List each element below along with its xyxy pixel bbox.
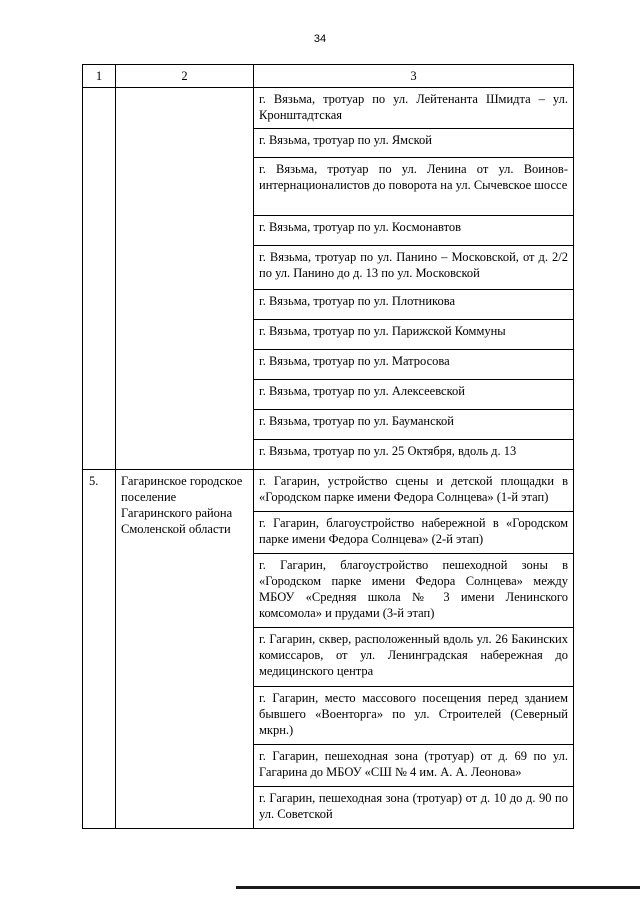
object-description: г. Вязьма, тротуар по ул. Плотникова (254, 290, 574, 320)
bottom-rule (236, 886, 640, 889)
object-description: г. Гагарин, пешеходная зона (тротуар) от д. 10 до д. 90 по ул. Советской (254, 787, 574, 829)
table-row (83, 88, 574, 129)
table-header-row (83, 65, 574, 88)
object-description: г. Вязьма, тротуар по ул. Бауманской (254, 410, 574, 440)
object-description: г. Гагарин, пешеходная зона (тротуар) от д. 69 по ул. Гагарина до МБОУ «СШ № 4 им. А. А. Леонова» (254, 745, 574, 787)
object-description: г. Вязьма, тротуар по ул. Алексеевской (254, 380, 574, 410)
object-description: г. Вязьма, тротуар по ул. Ямской (254, 129, 574, 158)
table-row (83, 470, 574, 512)
object-description: г. Вязьма, тротуар по ул. 25 Октября, вдоль д. 13 (254, 440, 574, 470)
object-description: г. Гагарин, сквер, расположенный вдоль ул. 26 Бакинских комиссаров, от ул. Ленинградская набережная до медицинского центра (254, 628, 574, 687)
municipality-cell: Гагаринское городское поселение Гагаринского района Смоленской области (116, 470, 254, 829)
page-number: 34 (313, 33, 327, 45)
object-description: г. Вязьма, тротуар по ул. Космонавтов (254, 216, 574, 246)
object-description: г. Вязьма, тротуар по ул. Ленина от ул. Воинов-интернационалистов до поворота на ул. Сычевское шоссе (254, 158, 574, 216)
object-description: г. Гагарин, благоустройство набережной в «Городском парке имени Федора Солнцева» (2-й этап) (254, 512, 574, 554)
object-description: г. Гагарин, устройство сцены и детской площадки в «Городском парке имени Федора Солнцева» (1-й этап) (254, 470, 574, 512)
object-description: г. Гагарин, благоустройство пешеходной зоны в «Городском парке имени Федора Солнцева» между МБОУ «Средняя школа № 3 имени Ленинского комсомола» и прудами (3-й этап) (254, 554, 574, 628)
municipality-cell (116, 88, 254, 470)
row-number: 5. (83, 470, 116, 829)
column-header-2: 2 (116, 65, 254, 88)
object-description: г. Вязьма, тротуар по ул. Парижской Коммуны (254, 320, 574, 350)
object-description: г. Вязьма, тротуар по ул. Лейтенанта Шмидта – ул. Кронштадтская (254, 88, 574, 129)
document-table (82, 64, 574, 829)
column-header-1: 1 (83, 65, 116, 88)
object-description: г. Гагарин, место массового посещения перед зданием бывшего «Военторга» по ул. Строителей (Северный мкрн.) (254, 687, 574, 745)
object-description: г. Вязьма, тротуар по ул. Матросова (254, 350, 574, 380)
row-number (83, 88, 116, 470)
column-header-3: 3 (254, 65, 574, 88)
object-description: г. Вязьма, тротуар по ул. Панино – Московской, от д. 2/2 по ул. Панино до д. 13 по ул. Московской (254, 246, 574, 290)
